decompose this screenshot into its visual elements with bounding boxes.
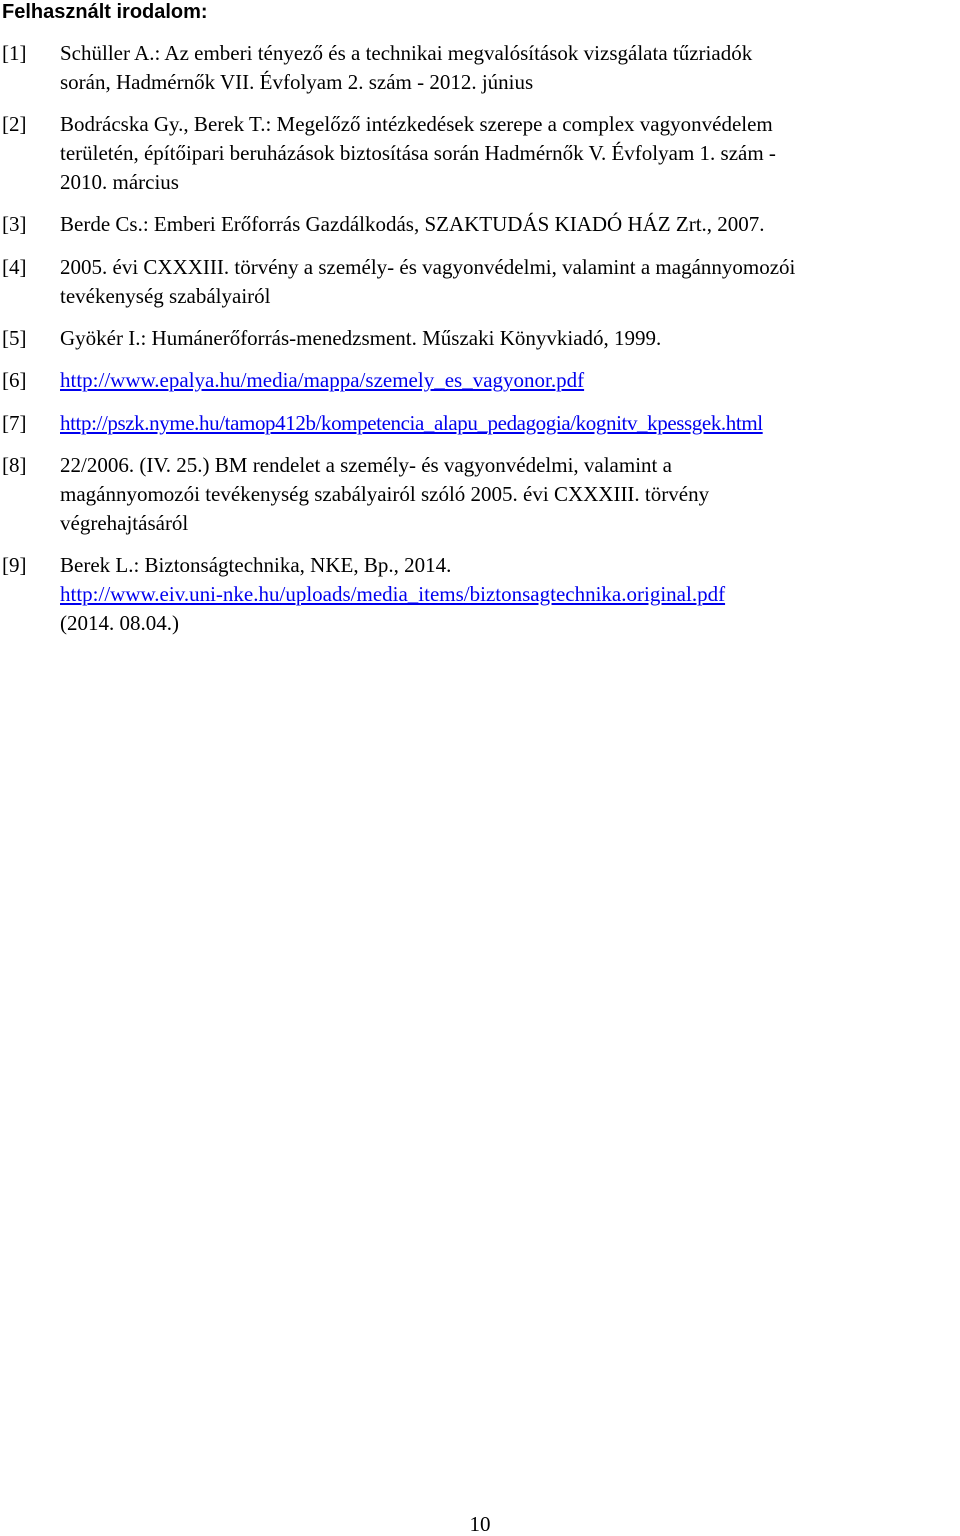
page-number: 10 [469,1512,491,1536]
reference-number: [2] [2,112,27,136]
reference-access-date: (2014. 08.04.) [60,611,179,635]
reference-link[interactable]: http://www.epalya.hu/media/mappa/szemely_es_vagyonor.pdf [60,368,585,392]
reference-text [60,110,958,197]
reference-link[interactable]: http://www.eiv.uni-nke.hu/uploads/media_items/biztonsagtechnika.original.pdf [60,582,726,606]
reference-text [60,324,958,353]
reference-text [60,39,958,97]
reference-link[interactable]: http://pszk.nyme.hu/tamop412b/kompetencia_alapu_pedagogia/kognitv_kpessgek.html [60,411,763,435]
reference-line: Bodrácska Gy., Berek T.: Megelőző intézkedések szerepe a complex vagyonvédelem [60,112,773,136]
reference-line: magánnyomozói tevékenység szabályairól szóló 2005. évi CXXXIII. törvény [60,482,710,506]
reference-line: során, Hadmérnők VII. Évfolyam 2. szám - 2012. június [60,70,534,94]
reference-line: Gyökér I.: Humánerőforrás-menedzsment. Műszaki Könyvkiadó, 1999. [60,326,662,350]
reference-line: tevékenység szabályairól [60,284,271,308]
reference-line: 22/2006. (IV. 25.) BM rendelet a személy- és vagyonvédelmi, valamint a [60,453,672,477]
reference-number: [3] [2,212,27,236]
reference-text [60,253,958,311]
reference-line: végrehajtásáról [60,511,189,535]
reference-line: 2010. március [60,170,179,194]
reference-number: [1] [2,41,27,65]
reference-text [60,366,958,395]
reference-line: Berde Cs.: Emberi Erőforrás Gazdálkodás, SZAKTUDÁS KIADÓ HÁZ Zrt., 2007. [60,212,765,236]
references-heading: Felhasznált irodalom: [2,1,208,23]
reference-line: Berek L.: Biztonságtechnika, NKE, Bp., 2014. [60,553,452,577]
reference-number: [5] [2,326,27,350]
reference-text [60,210,958,239]
reference-line: területén, építőipari beruházások biztosítása során Hadmérnők V. Évfolyam 1. szám - [60,141,776,165]
reference-number: [4] [2,255,27,279]
reference-line: 2005. évi CXXXIII. törvény a személy- és vagyonvédelmi, valamint a magánnyomozói [60,255,796,279]
reference-line: Schüller A.: Az emberi tényező és a technikai megvalósítások vizsgálata tűzriadók [60,41,753,65]
reference-text [60,409,958,438]
reference-number: [7] [2,411,27,435]
reference-number: [8] [2,453,27,477]
reference-text [60,551,958,638]
reference-number: [9] [2,553,27,577]
reference-text [60,451,958,538]
reference-number: [6] [2,368,27,392]
